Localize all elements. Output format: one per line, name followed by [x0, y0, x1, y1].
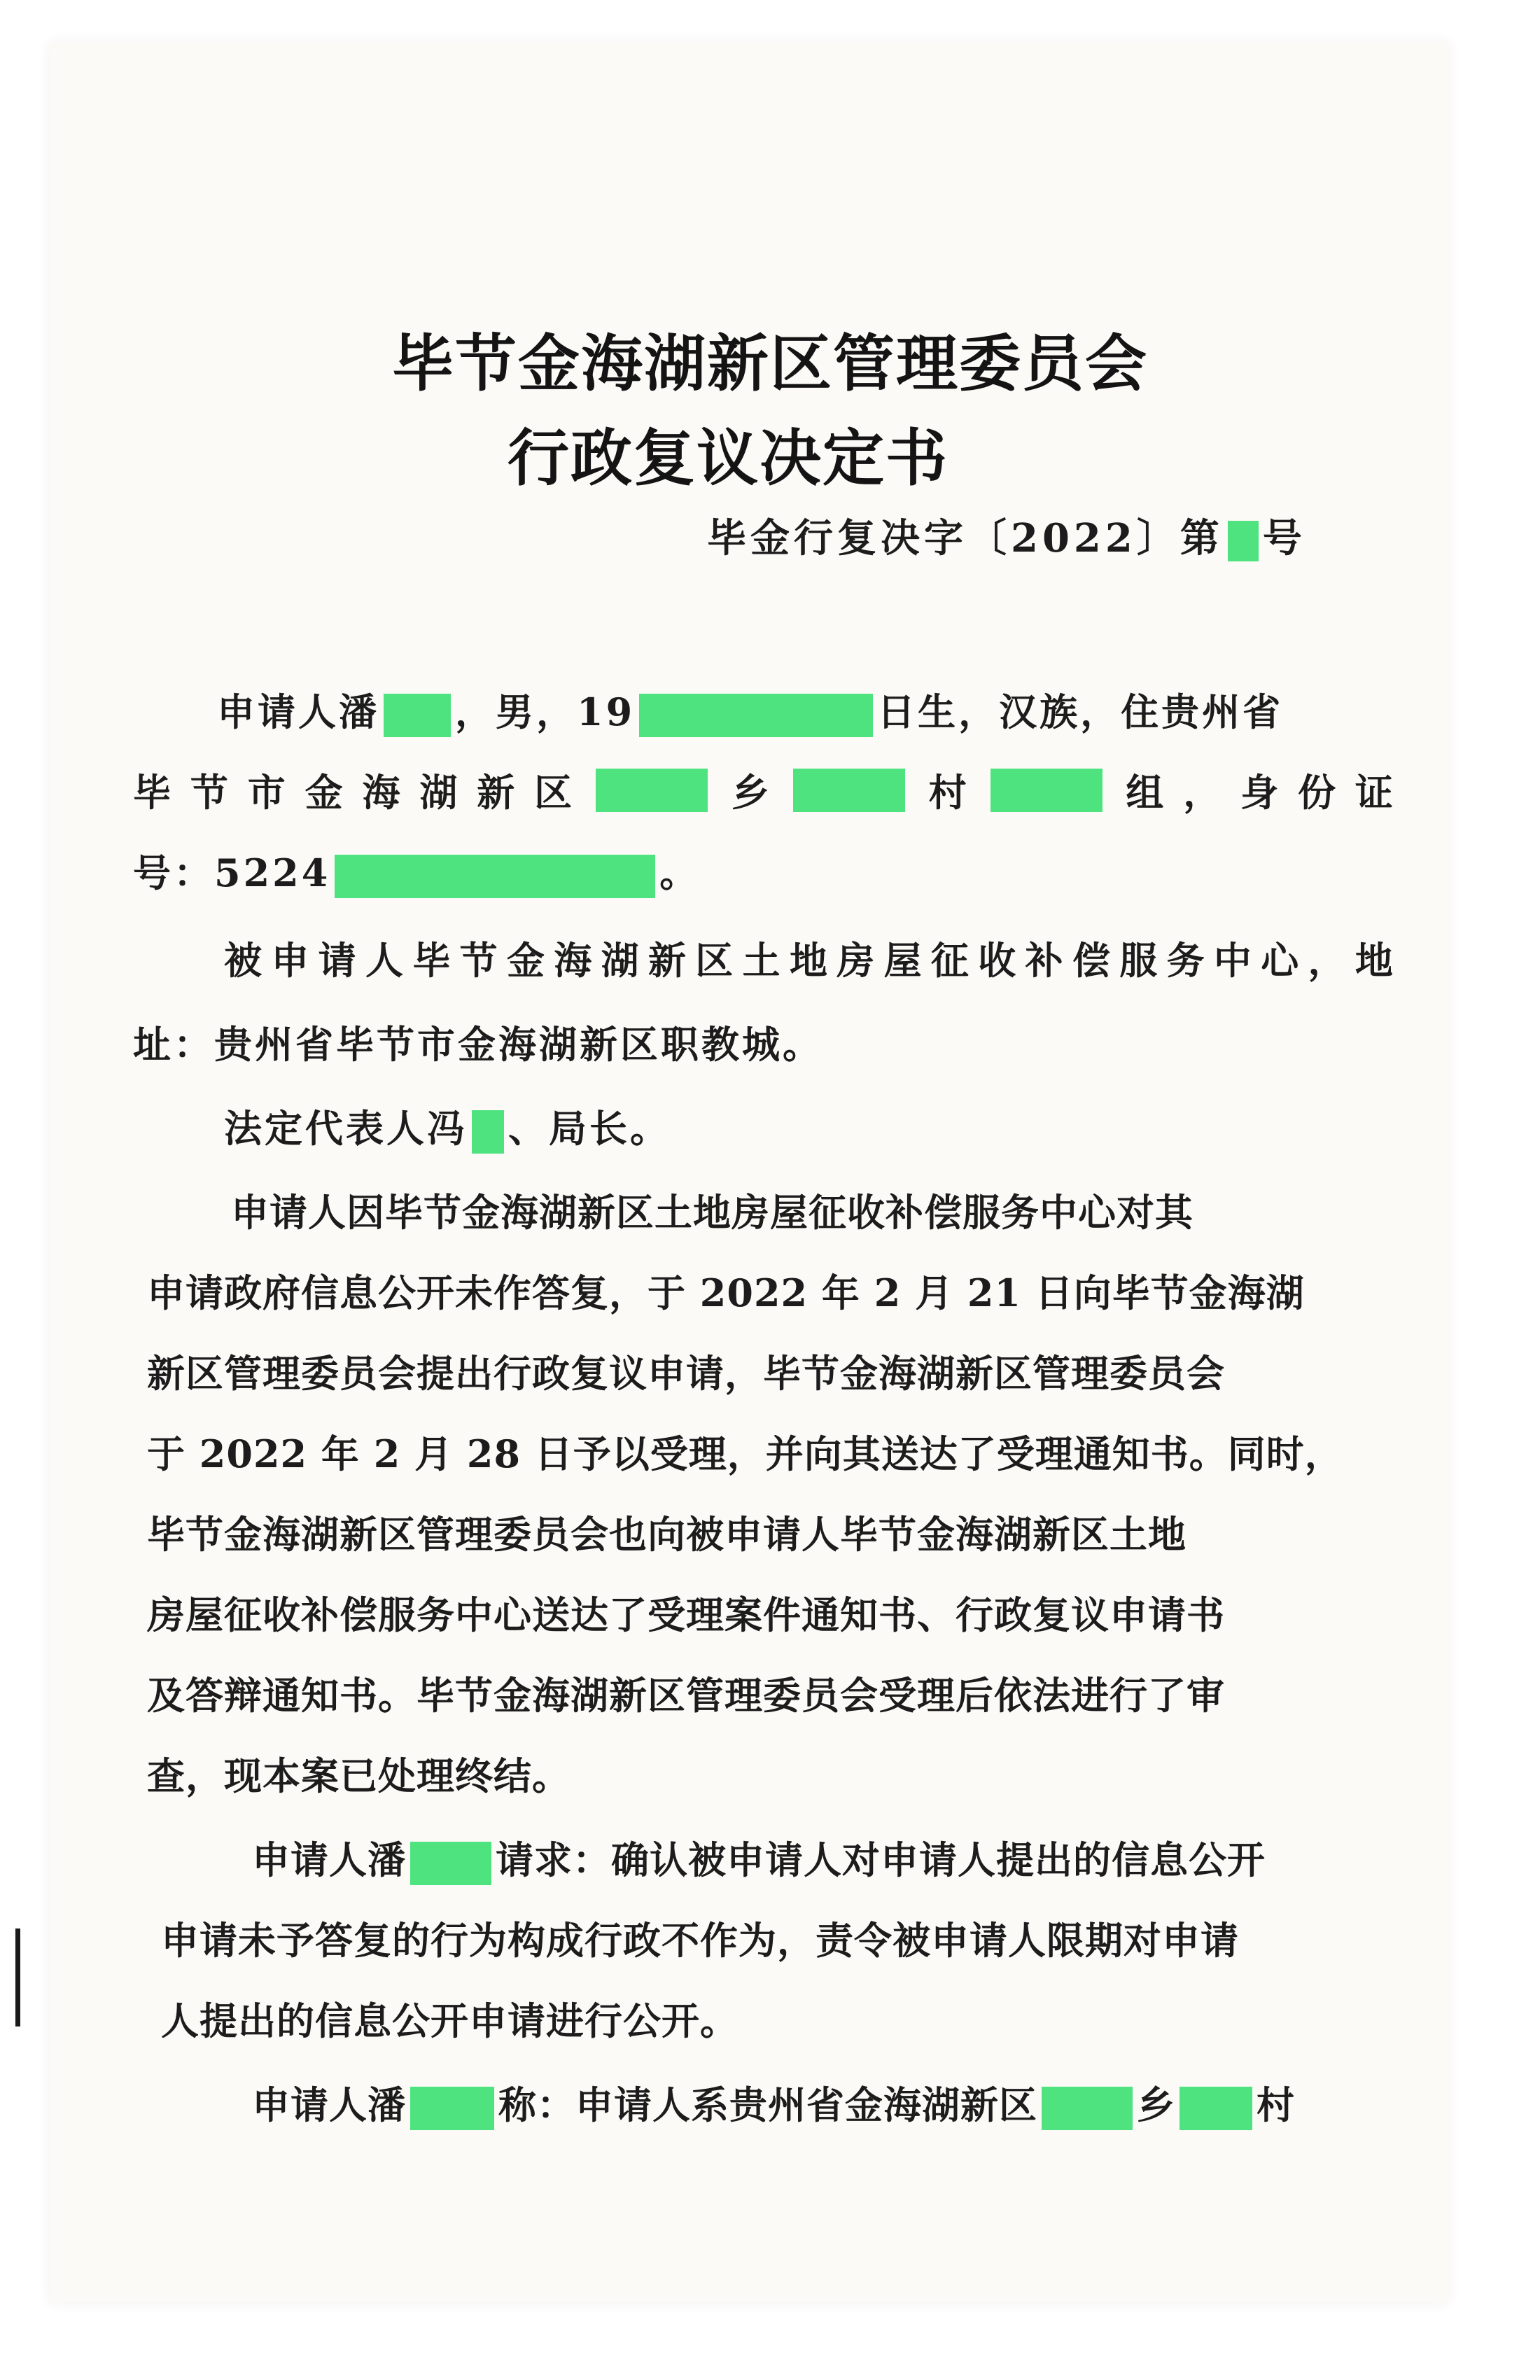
applicant-char: 证: [1354, 770, 1393, 815]
claim-line: [252, 2076, 1295, 2130]
respondent-char: 人: [365, 938, 403, 983]
applicant-char: 市: [247, 770, 286, 815]
redaction-block: [793, 769, 905, 812]
redaction-block: [384, 694, 451, 737]
respondent-char: ，: [1308, 938, 1346, 983]
respondent-char: 金: [506, 938, 545, 983]
representative-text: 、局长。: [508, 1106, 671, 1151]
case-paragraph-line: 及答辩通知书。毕节金海湖新区管理委员会受理后依法进行了审: [147, 1673, 1225, 1718]
request-text: 申请人潘: [252, 1837, 406, 1882]
applicant-text: 日生，汉族，住贵州省: [877, 690, 1284, 734]
respondent-char: 被: [224, 938, 262, 983]
document-number-prefix: 毕金行复决字〔2022〕第: [707, 515, 1224, 561]
applicant-char: 身: [1240, 770, 1279, 815]
respondent-char: 中: [1213, 938, 1252, 983]
applicant-char: 区: [534, 770, 573, 815]
applicant-char: ，: [1183, 770, 1222, 815]
redaction-block: [639, 694, 873, 737]
respondent-char: 请: [318, 938, 356, 983]
case-paragraph-line: 毕节金海湖新区管理委员会也向被申请人毕节金海湖新区土地: [147, 1512, 1186, 1557]
representative-text: 法定代表人冯: [224, 1106, 468, 1151]
applicant-char: 金: [304, 770, 343, 815]
respondent-char: 土: [742, 938, 780, 983]
redaction-block: [335, 855, 655, 898]
respondent-char: 毕: [412, 938, 451, 983]
representative-line: [224, 1099, 671, 1154]
request-text: 请求：确认被申请人对申请人提出的信息公开: [496, 1837, 1266, 1882]
respondent-char: 补: [1025, 938, 1063, 983]
request-line-1: [252, 1830, 1266, 1885]
applicant-line-1: [217, 682, 1283, 737]
respondent-char: 务: [1166, 938, 1205, 983]
redaction-block: [1228, 521, 1259, 561]
applicant-char: 份: [1298, 770, 1336, 815]
respondent-char: 湖: [601, 938, 639, 983]
respondent-line-1: [224, 931, 1393, 985]
applicant-char: 新: [477, 770, 515, 815]
applicant-char: 乡: [731, 770, 769, 815]
redaction-block: [472, 1110, 504, 1154]
redaction-block: [1180, 2087, 1252, 2130]
document-number: [707, 507, 1306, 564]
case-paragraph-line: 新区管理委员会提出行政复议申请，毕节金海湖新区管理委员会: [147, 1351, 1225, 1396]
respondent-char: 心: [1261, 938, 1299, 983]
applicant-line-3: [133, 844, 700, 898]
redaction-block: [1042, 2087, 1133, 2130]
claim-text: 乡: [1137, 2082, 1175, 2127]
respondent-char: 收: [978, 938, 1016, 983]
redaction-block: [596, 769, 708, 812]
applicant-char: 海: [362, 770, 400, 815]
respondent-char: 服: [1119, 938, 1158, 983]
redaction-block: [990, 769, 1102, 812]
request-line-2: 申请未予答复的行为构成行政不作为，责令被申请人限期对申请: [161, 1918, 1239, 1963]
applicant-text: 号：5224: [133, 850, 331, 895]
document-title-line2: 行政复议决定书: [507, 422, 948, 494]
applicant-text: ，男，19: [455, 690, 636, 734]
request-line-3: 人提出的信息公开申请进行公开。: [161, 1998, 738, 2043]
redaction-block: [410, 2087, 494, 2130]
respondent-char: 征: [930, 938, 969, 983]
respondent-char: 节: [459, 938, 498, 983]
applicant-char: 组: [1126, 770, 1164, 815]
case-paragraph-line: 申请人因毕节金海湖新区土地房屋征收补偿服务中心对其: [231, 1190, 1194, 1235]
respondent-char: 屋: [883, 938, 922, 983]
respondent-char: 地: [1354, 938, 1393, 983]
respondent-char: 新: [648, 938, 686, 983]
respondent-char: 区: [695, 938, 734, 983]
applicant-char: 节: [190, 770, 228, 815]
document-number-suffix: 号: [1262, 515, 1306, 561]
applicant-line-2: [133, 763, 1393, 817]
redaction-block: [410, 1842, 491, 1885]
applicant-char: 湖: [419, 770, 458, 815]
respondent-char: 申: [271, 938, 309, 983]
respondent-char: 地: [789, 938, 827, 983]
respondent-char: 偿: [1072, 938, 1110, 983]
respondent-char: 海: [554, 938, 592, 983]
document-title-line1: 毕节金海湖新区管理委员会: [391, 328, 1148, 400]
applicant-char: 毕: [133, 770, 171, 815]
case-paragraph-line: 房屋征收补偿服务中心送达了受理案件通知书、行政复议申请书: [147, 1592, 1225, 1637]
applicant-text: 。: [659, 850, 701, 895]
respondent-line-2: 址：贵州省毕节市金海湖新区职教城。: [133, 1022, 823, 1067]
applicant-char: 村: [928, 770, 967, 815]
margin-mark: [15, 1928, 20, 2026]
claim-text: 申请人潘: [252, 2082, 406, 2127]
respondent-char: 房: [836, 938, 875, 983]
case-paragraph-line: 查，现本案已处理终结。: [147, 1754, 570, 1798]
claim-text: 称：申请人系贵州省金海湖新区: [498, 2082, 1037, 2127]
case-paragraph-line: 申请政府信息公开未作答复，于 2022 年 2 月 21 日向毕节金海湖: [147, 1270, 1305, 1315]
applicant-text: 申请人潘: [217, 690, 379, 734]
claim-text: 村: [1256, 2082, 1295, 2127]
case-paragraph-line: 于 2022 年 2 月 28 日予以受理，并向其送达了受理通知书。同时，: [147, 1432, 1343, 1476]
